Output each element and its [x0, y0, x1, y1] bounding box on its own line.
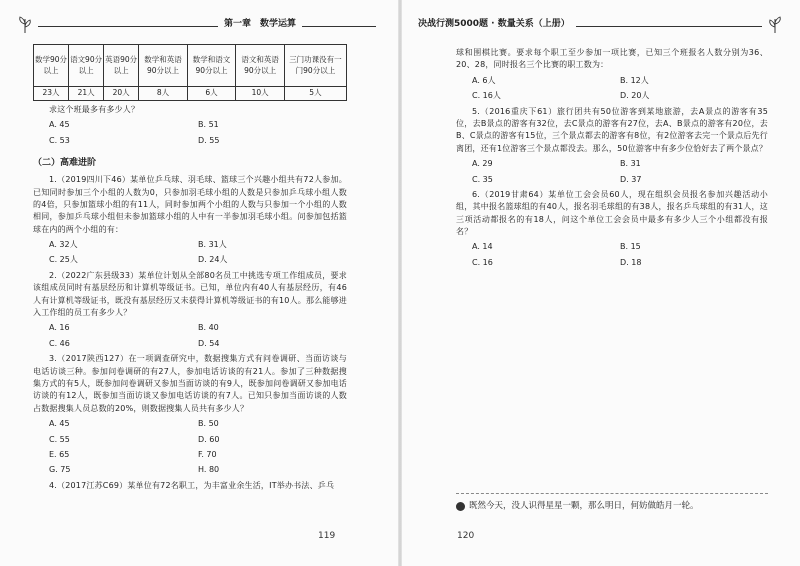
- answer-options: [33, 119, 347, 147]
- answer-option: F. 70: [198, 449, 217, 459]
- answer-options: [33, 239, 347, 267]
- answer-options: [456, 75, 768, 103]
- motto-line: [456, 500, 768, 513]
- answer-option: A. 45: [49, 120, 70, 130]
- question-4-continued: 球和围棋比赛。要求每个职工至少参加一项比赛，已知三个班报名人数分别为36、20、28，同时报名三个比赛的职工数为：: [456, 48, 768, 70]
- answer-option: C. 25人: [49, 255, 78, 265]
- answer-option: A. 29: [472, 159, 493, 169]
- page-number: 119: [318, 531, 336, 541]
- table-cell: 20人: [104, 87, 139, 101]
- right-page-content: [456, 44, 768, 269]
- answer-option: C. 55: [49, 434, 70, 444]
- section-title: （二）高难进阶: [33, 158, 97, 169]
- leaf-icon: [768, 16, 782, 34]
- answer-option: C. 16人: [472, 91, 501, 101]
- left-page-content: [33, 44, 347, 492]
- answer-option: B. 51: [198, 120, 219, 130]
- answer-option: B. 40: [198, 323, 219, 333]
- answer-option: B. 15: [620, 242, 641, 252]
- answer-options: [33, 418, 347, 477]
- answer-option: C. 53: [49, 135, 70, 145]
- answer-option: D. 60: [198, 434, 220, 444]
- answer-option: C. 46: [49, 338, 70, 348]
- answer-option: C. 16: [472, 257, 493, 267]
- answer-option: B. 31: [620, 159, 641, 169]
- table-cell: 23人: [34, 87, 69, 101]
- header-rule: [38, 26, 376, 27]
- answer-option: B. 12人: [620, 75, 649, 85]
- right-page-header: [404, 14, 782, 38]
- book-spine: [398, 0, 402, 566]
- answer-option: H. 80: [198, 465, 220, 475]
- answer-options: [456, 241, 768, 269]
- answer-option: B. 50: [198, 419, 219, 429]
- answer-option: D. 55: [198, 135, 220, 145]
- table-cell: 10人: [236, 87, 285, 101]
- answer-option: G. 75: [49, 465, 71, 475]
- table-header-cell: 语文和英语90分以上: [236, 45, 285, 87]
- book-title: 决战行测5000题 · 数量关系（上册）: [412, 18, 576, 32]
- answer-option: E. 65: [49, 449, 70, 459]
- table-row: [34, 87, 347, 101]
- question-1: 1.（2019四川下46）某单位乒乓球、羽毛球、篮球三个兴趣小组共有72人参加。已知同时参加三个小组的人数为0，只参加羽毛球小组的人数是只参加乒乓球小组人数的4倍，只参加篮球小组的有11人，同时参加两个小组的人数与只参加一个小组的人数相同，参加乒乓球小组但未参加篮球小组的人中有一半参加羽毛球小组。问参加包括篮球在内的两个小组的有：: [33, 175, 347, 234]
- page-number: 120: [457, 531, 475, 541]
- question-5: 5.（2016重庆下61）旅行团共有50位游客到某地旅游，去A景点的游客有35位，去B景点的游客有32位，去C景点的游客有27位，去A、B景点的游客有20位，去B、C景点的游客有15位，三个景点都去的游客有8位，有2位游客去完一个景点后先行离团，还有1位游客三个景点都没去。那么，50位游客中有多少位恰好去了两个景点？: [456, 106, 768, 153]
- table-cell: 6人: [187, 87, 236, 101]
- answer-option: A. 32人: [49, 240, 78, 250]
- question-6: 6.（2019甘肃64）某单位工会会员60人，现在组织会员报名参加兴趣活动小组，其中报名篮球组的有40人，报名羽毛球组的有38人，报名乒乓球组的有31人，这三项活动都报名的有18人，问这个单位工会会员中最多有多少人三个小组都没有报名？: [456, 189, 768, 237]
- left-page-header: [18, 14, 396, 38]
- question-3: 3.（2017陕西127）在一项调查研究中，数据搜集方式有问卷调研、当面访谈与电话访谈三种。参加问卷调研的有27人，参加电话访谈的有21人。参加了三种数据搜集方式的有5人，既参加问卷调研又参加当面访谈的有9人，既参加问卷调研又参加电话访谈的有12人，既参加当面访谈又参加电话访谈的有7人。已知只参加当面访谈的人数占数据搜集人员总数的20%，则数据搜集人员共有多少人？: [33, 354, 347, 413]
- score-table: [33, 44, 347, 101]
- answer-option: D. 37: [620, 174, 642, 184]
- motto-text: 既然今天，没人识得星星一颗，那么明日，何妨做皓月一轮。: [469, 501, 699, 511]
- answer-option: A. 6人: [472, 75, 496, 85]
- question-4: 4.（2017江苏C69）某单位有72名职工，为丰富业余生活，IT举办书法、乒乓: [49, 480, 335, 490]
- answer-option: C. 35: [472, 174, 493, 184]
- answer-option: D. 54: [198, 338, 220, 348]
- table-header-cell: 数学90分以上: [34, 45, 69, 87]
- leaf-icon: [18, 16, 32, 34]
- answer-option: A. 14: [472, 242, 493, 252]
- answer-option: D. 18: [620, 257, 642, 267]
- answer-option: A. 45: [49, 419, 70, 429]
- table-header-row: [34, 45, 347, 87]
- question-2: 2.（2022广东县级33）某单位计划从全部80名员工中挑选专项工作组成员，要求该组成员同时有基层经历和计算机等级证书。已知，单位内有40人有基层经历，有46人有计算机等级证书，既没有基层经历又未获得计算机等级证书的有10人。那么能够进入工作组的员工有多少人？: [33, 270, 347, 318]
- table-cell: 8人: [139, 87, 188, 101]
- chapter-title: 第一章 数学运算: [218, 18, 302, 32]
- answer-option: A. 16: [49, 323, 70, 333]
- answer-options: [33, 322, 347, 350]
- answer-option: D. 20人: [620, 91, 650, 101]
- divider: [456, 493, 768, 494]
- question-tail: 求这个班最多有多少人？: [49, 105, 140, 114]
- table-header-cell: 数学和英语90分以上: [139, 45, 188, 87]
- table-cell: 5人: [284, 87, 346, 101]
- answer-options: [456, 158, 768, 186]
- table-header-cell: 英语90分以上: [104, 45, 139, 87]
- bullet-icon: [456, 502, 465, 511]
- answer-option: D. 24人: [198, 255, 228, 265]
- answer-option: B. 31人: [198, 240, 227, 250]
- table-cell: 21人: [69, 87, 104, 101]
- table-header-cell: 语文90分以上: [69, 45, 104, 87]
- table-header-cell: 三门功课没有一门90分以上: [284, 45, 346, 87]
- table-header-cell: 数学和语文90分以上: [187, 45, 236, 87]
